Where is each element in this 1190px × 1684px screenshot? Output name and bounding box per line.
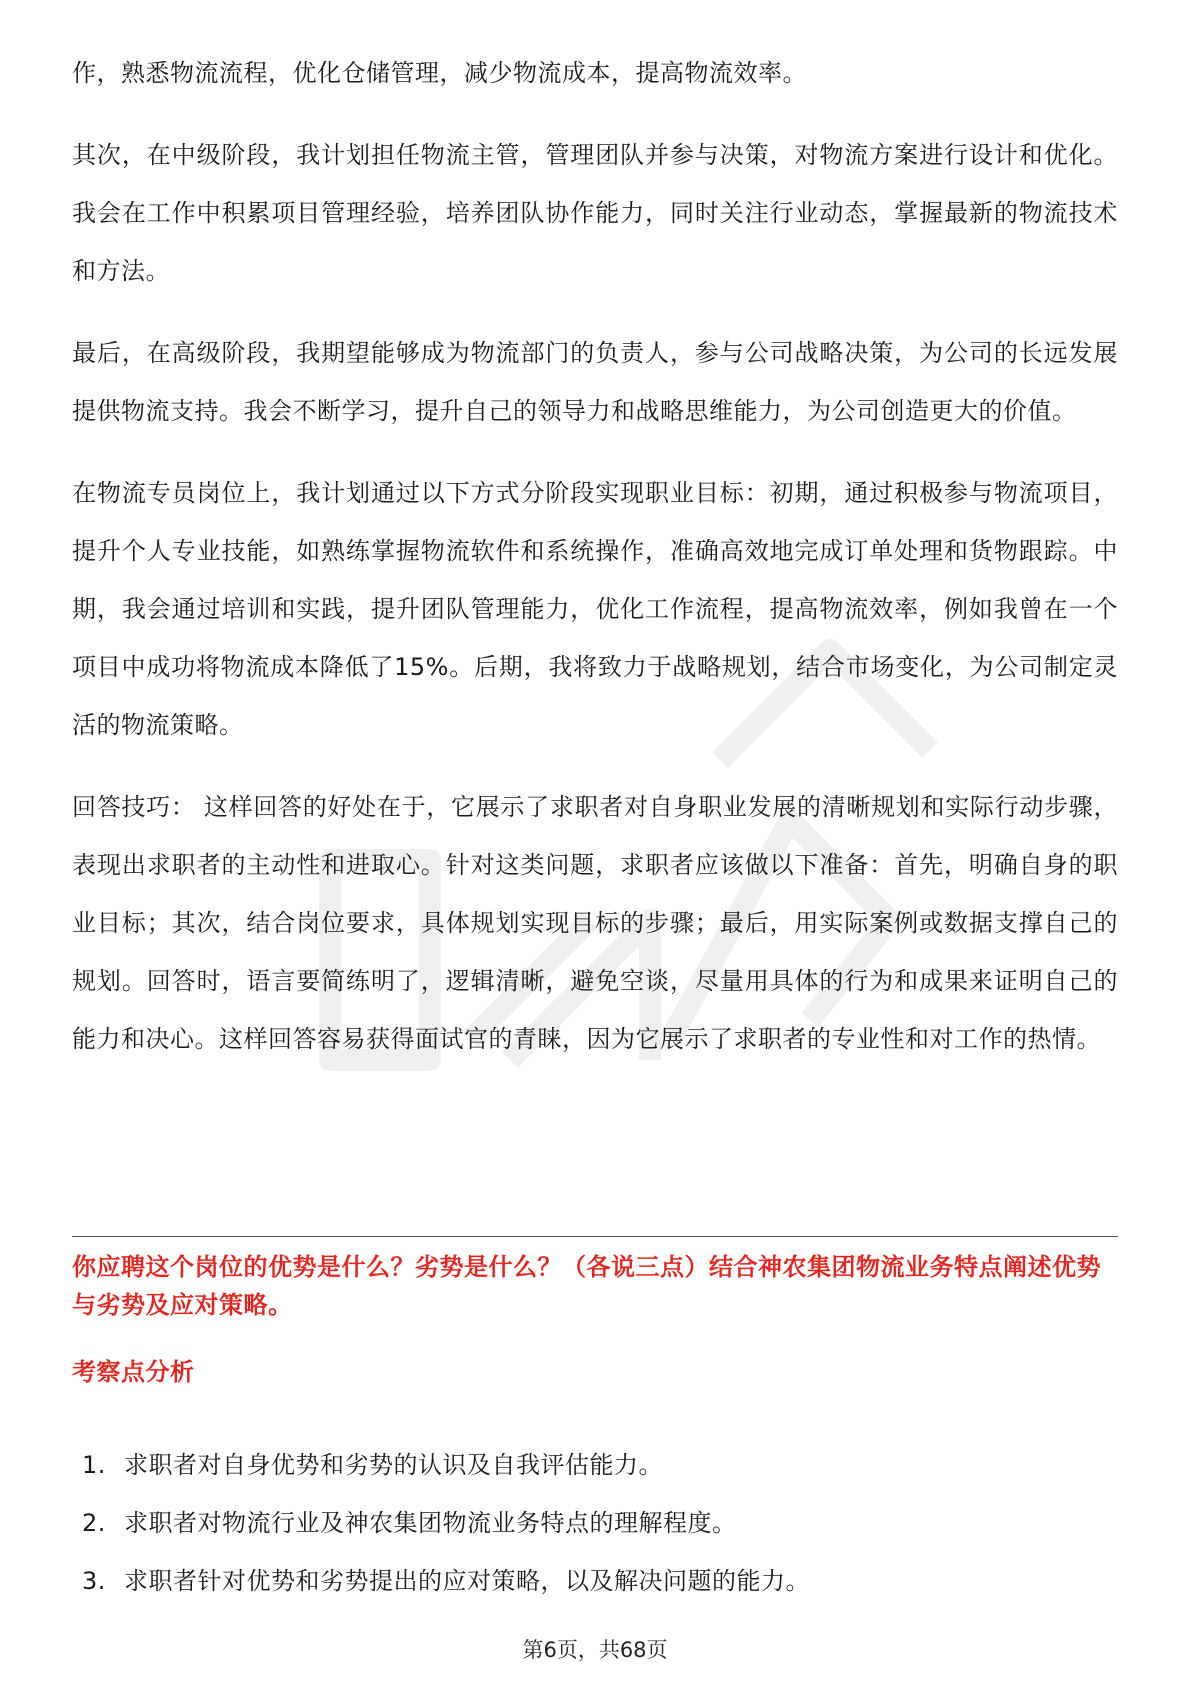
list-item-number: 1. [82, 1451, 106, 1479]
list-item-text: 求职者对自身优势和劣势的认识及自我评估能力。 [124, 1451, 663, 1479]
list-item-text: 求职者针对优势和劣势提出的应对策略，以及解决问题的能力。 [124, 1567, 810, 1595]
page-number-footer: 第6页，共68页 [522, 1638, 668, 1662]
paragraph-3: 最后，在高级阶段，我期望能够成为物流部门的负责人，参与公司战略决策，为公司的长远发展提供物流支持。我会不断学习，提升自己的领导力和战略思维能力，为公司创造更大的价值。 [72, 339, 1118, 425]
analysis-points-list [82, 1436, 1112, 1610]
question-heading: 你应聘这个岗位的优势是什么？劣势是什么？（各说三点）结合神农集团物流业务特点阐述优势与劣势及应对策略。 [72, 1253, 1101, 1319]
paragraph-2: 其次，在中级阶段，我计划担任物流主管，管理团队并参与决策，对物流方案进行设计和优化。我会在工作中积累项目管理经验，培养团队协作能力，同时关注行业动态，掌握最新的物流技术和方法。 [72, 141, 1118, 285]
paragraph-1: 作，熟悉物流流程，优化仓储管理，减少物流成本，提高物流效率。 [72, 59, 807, 87]
list-item [82, 1436, 1112, 1494]
paragraph-answer-tips: 回答技巧： 这样回答的好处在于，它展示了求职者对自身职业发展的清晰规划和实际行动步骤，表现出求职者的主动性和进取心。针对这类问题，求职者应该做以下准备：首先，明确自身的职业目标；其次，结合岗位要求，具体规划实现目标的步骤；最后，用实际案例或数据支撑自己的规划。回答时，语言要简练明了，逻辑清晰，避免空谈，尽量用具体的行为和成果来证明自己的能力和决心。这样回答容易获得面试官的青睐，因为它展示了求职者的专业性和对工作的热情。 [72, 793, 1118, 1053]
list-item [82, 1552, 1112, 1610]
document-body [72, 44, 1118, 1068]
list-item-text: 求职者对物流行业及神农集团物流业务特点的理解程度。 [124, 1509, 737, 1537]
list-item-number: 2. [82, 1509, 106, 1537]
list-item [82, 1494, 1112, 1552]
paragraph-4: 在物流专员岗位上，我计划通过以下方式分阶段实现职业目标：初期，通过积极参与物流项目，提升个人专业技能，如熟练掌握物流软件和系统操作，准确高效地完成订单处理和货物跟踪。中期，我会通过培训和实践，提升团队管理能力，优化工作流程，提高物流效率，例如我曾在一个项目中成功将物流成本降低了15%。后期，我将致力于战略规划，结合市场变化，为公司制定灵活的物流策略。 [72, 479, 1118, 739]
analysis-title: 考察点分析 [72, 1358, 195, 1386]
list-item-number: 3. [82, 1567, 106, 1595]
section-divider [72, 1236, 1118, 1237]
